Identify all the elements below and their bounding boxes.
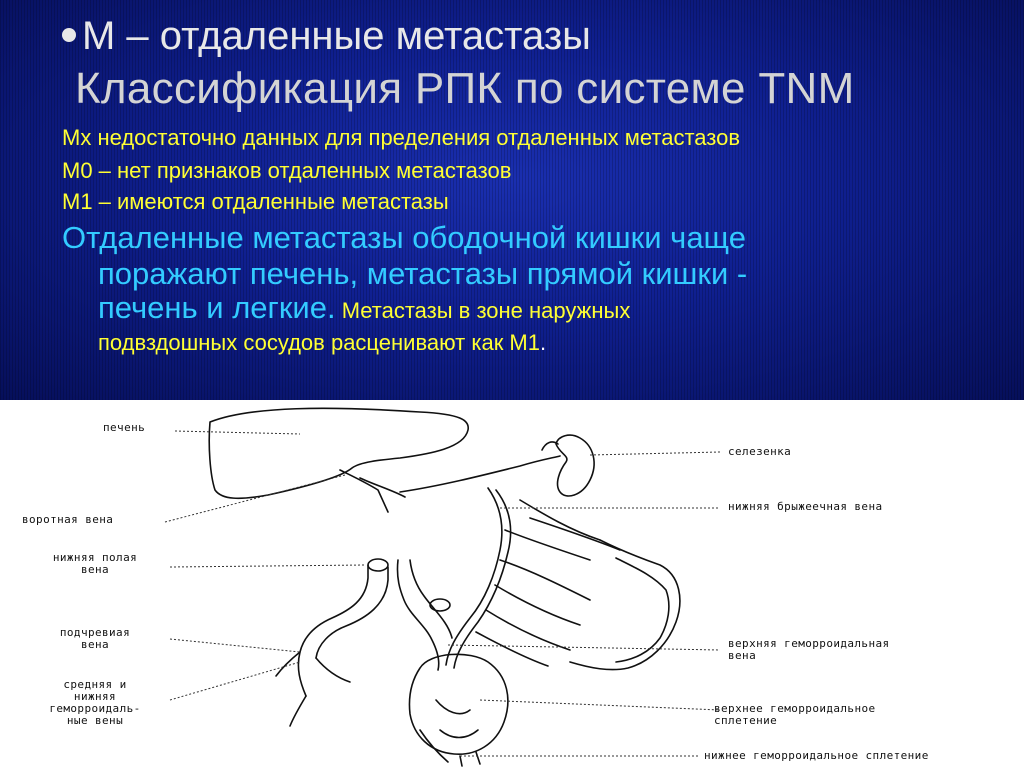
bullet-heading-text: M – отдаленные метастазы: [82, 14, 591, 58]
classification-m1: М1 – имеются отдаленные метастазы: [62, 189, 449, 214]
label-shp-line-2: сплетение: [714, 714, 778, 727]
label-inferior-mesenteric-vein: нижняя брыжеечная вена: [728, 500, 883, 513]
label-middle-lower-line-4: ные вены: [66, 714, 124, 727]
label-middle-lower-line-1: средняя и: [63, 678, 127, 691]
rectum-shape: [409, 654, 507, 754]
leader-shv: [448, 645, 720, 650]
label-superior-hemorrhoidal-vein: [728, 638, 890, 662]
portal-vein: [340, 470, 405, 512]
leader-liver: [175, 431, 300, 434]
label-epigastric-vein: [20, 627, 170, 651]
label-epigastric-line-2: вена: [80, 638, 110, 651]
classification-mx: Mx недостаточно данных для пределения отдаленных метастазов: [62, 125, 741, 150]
label-inferior-hemorrhoidal-plexus: нижнее геморроидальное сплетение: [704, 749, 929, 762]
iliac-text-line-1: Метастазы в зоне наружных: [335, 298, 631, 323]
inferior-mesenteric-vein: [446, 488, 502, 665]
venous-drainage-diagram: [0, 400, 1024, 768]
leader-middle: [170, 662, 300, 700]
metastasis-text-line-3: [98, 290, 630, 326]
leader-ivc: [170, 565, 365, 567]
label-shv-line-1: верхняя геморроидальная: [728, 637, 890, 650]
label-ivc-line-1: нижняя полая: [52, 551, 138, 564]
splenic-vein: [400, 456, 560, 492]
label-spleen: селезенка: [728, 445, 792, 458]
label-middle-lower-hemorrhoidal: [20, 679, 170, 727]
metastasis-text-line-2: поражают печень, метастазы прямой кишки -: [98, 256, 748, 291]
label-epigastric-line-1: подчревиая: [59, 626, 131, 639]
metastasis-text-line-3-cyan: печень и легкие.: [98, 290, 336, 325]
label-shp-line-1: верхнее геморроидальное: [714, 702, 876, 715]
leader-epigastric: [170, 639, 300, 652]
liver-shape: [209, 408, 468, 498]
iliac-text-line-2: [98, 330, 546, 356]
end-period: .: [540, 330, 547, 355]
label-ivc-line-2: вена: [80, 563, 110, 576]
leader-shp: [480, 700, 720, 710]
iliac-text-line-2-text: подвздошных сосудов расценивают как М1: [98, 330, 540, 355]
classification-m0: М0 – нет признаков отдаленных метастазов: [62, 158, 512, 183]
bullet-heading: [62, 14, 591, 59]
label-portal-vein: воротная вена: [22, 513, 114, 526]
inferior-vena-cava: [397, 560, 438, 670]
label-ivc: [20, 552, 170, 576]
slide-title: Классификация РПК по системе TNM: [75, 64, 855, 113]
spleen-shape: [556, 435, 594, 496]
label-middle-lower-line-3: геморроидаль-: [49, 702, 141, 715]
bullet-dot-icon: [62, 28, 76, 42]
label-shv-line-2: вена: [728, 649, 757, 662]
leader-spleen: [590, 452, 720, 455]
label-superior-hemorrhoidal-plexus: [714, 703, 876, 727]
label-liver: печень: [103, 421, 146, 434]
vena-cava-stump-2: [430, 599, 450, 611]
metastasis-text-line-1: Отдаленные метастазы ободочной кишки чаще: [62, 220, 746, 255]
vena-cava-stump-1: [368, 559, 388, 571]
label-middle-lower-line-2: нижняя: [73, 690, 117, 703]
